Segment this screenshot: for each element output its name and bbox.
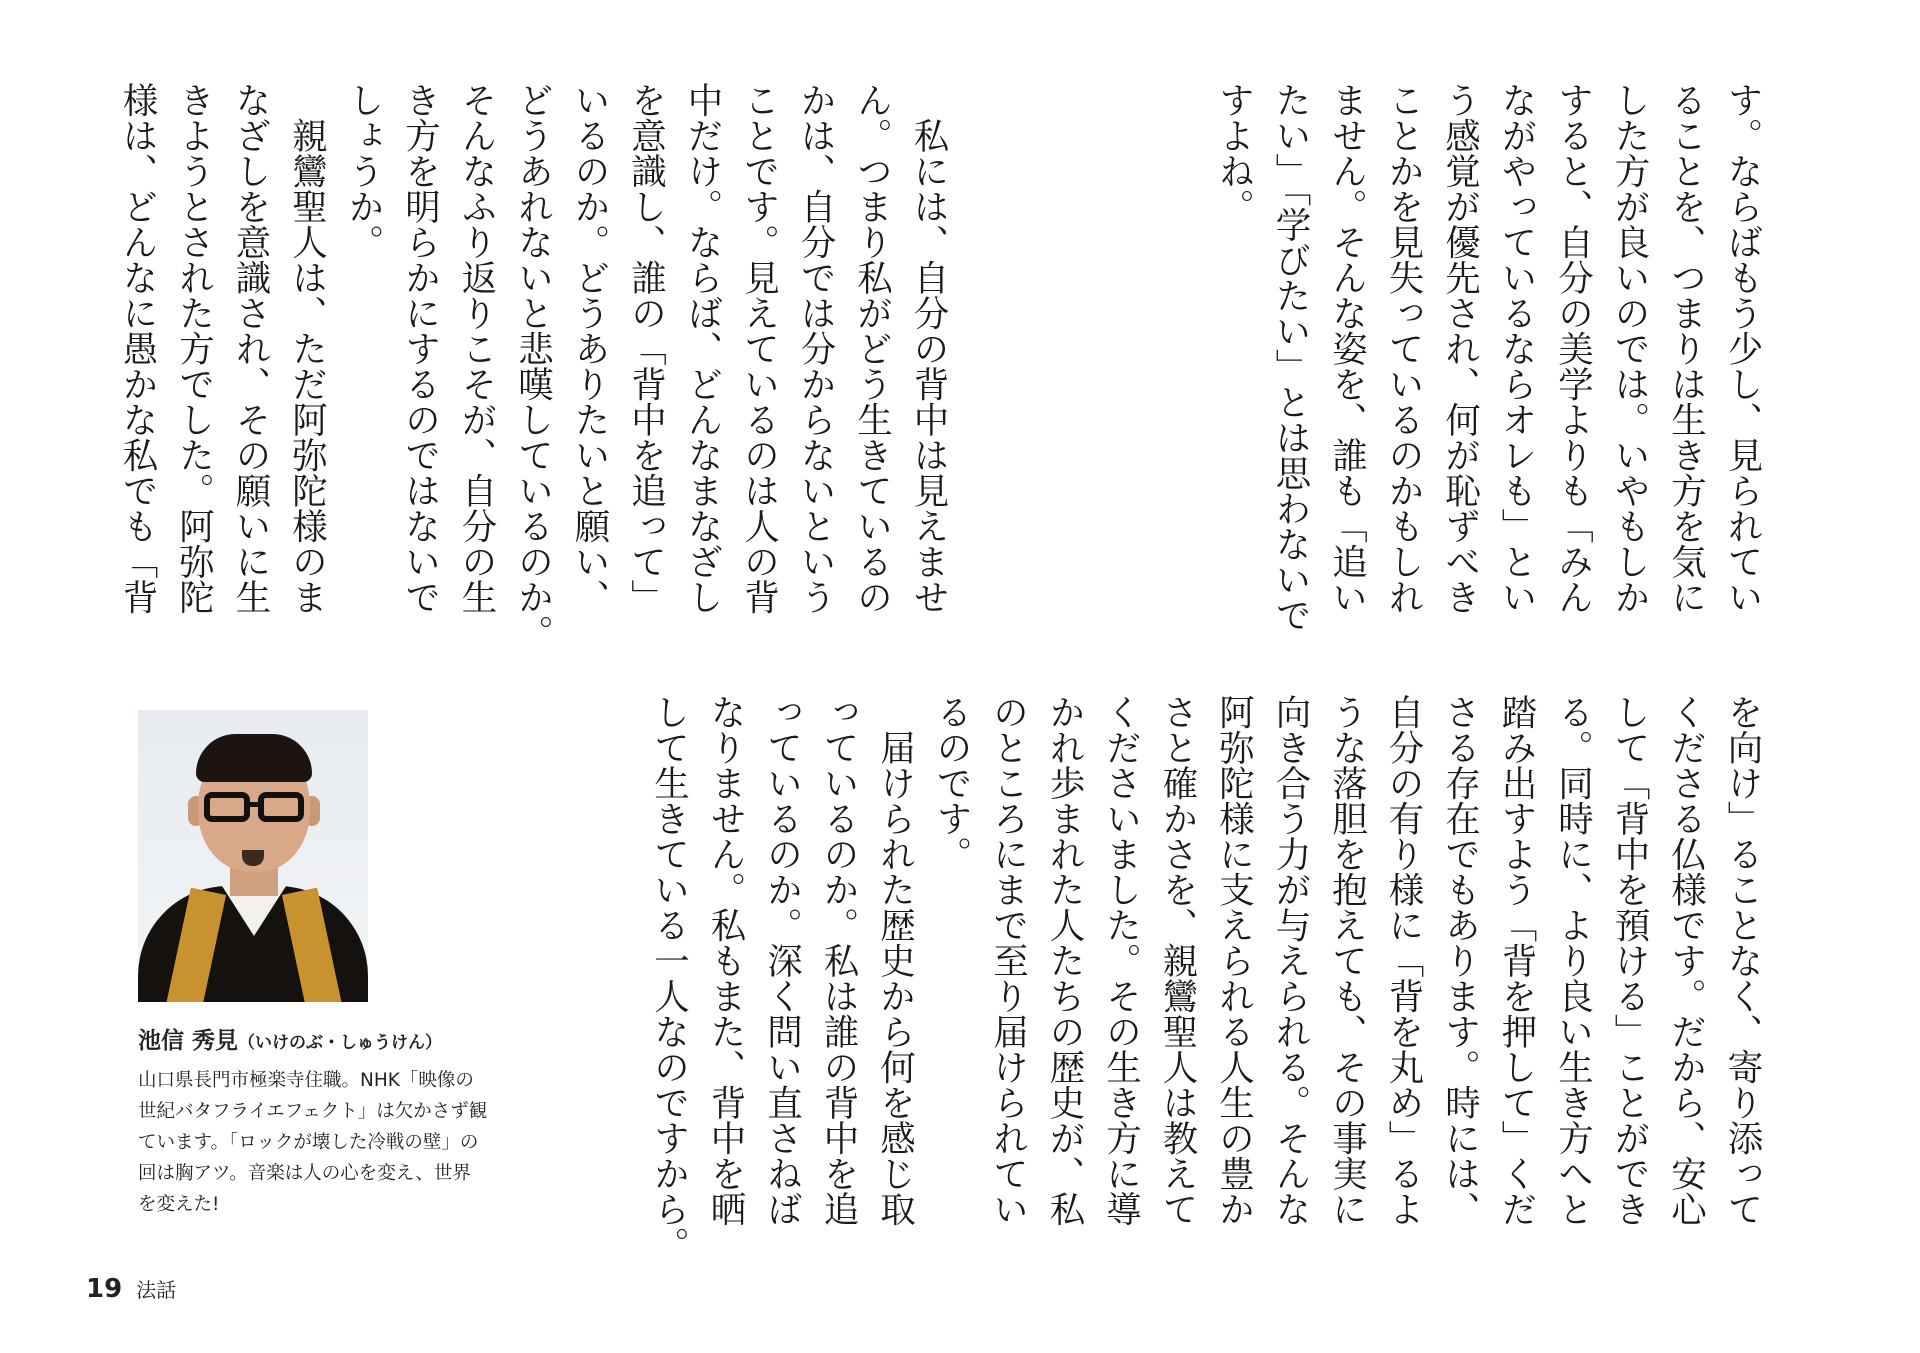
text-line: を意識し、誰の「背中を追って」 xyxy=(625,82,667,615)
article-body-upper-left xyxy=(117,82,956,650)
text-line: き方を明らかにするのではないで xyxy=(399,82,441,615)
text-line: すると、自分の美学よりも「みん xyxy=(1552,82,1594,615)
page-footer xyxy=(86,1274,176,1304)
text-line: ん。つまり私がどう生きているの xyxy=(851,82,893,615)
text-line: 届けられた歴史から何を感じ取 xyxy=(874,694,916,1227)
text-line: たい」「学びたい」とは思わないで xyxy=(1270,82,1311,633)
text-line: うな落胆を抱えても、その事実に xyxy=(1326,694,1368,1227)
photo-glasses-left xyxy=(204,792,250,822)
text-line: いるのか。どうありたいと願い、 xyxy=(569,82,610,615)
text-line: 自分の有り様に「背を丸め」るよ xyxy=(1383,694,1424,1227)
text-line: を向け」ることなく、寄り添って xyxy=(1722,694,1763,1227)
text-line: ことです。見えているのは人の背 xyxy=(738,82,780,615)
text-line: ことかを見失っているのかもしれ xyxy=(1383,82,1424,615)
photo-glasses-bridge xyxy=(248,802,260,807)
author-bio: 山口県長門市極楽寺住職。NHK「映像の世紀バタフライエフェクト」は欠かさず観ています。「ロックが壊した冷戦の壁」の回は胸アツ。音楽は人の心を変え、世界を変えた! xyxy=(138,1070,488,1215)
text-line: 様は、どんなに愚かな私でも「背 xyxy=(117,82,158,615)
photo-hair xyxy=(196,734,312,782)
text-line: して「背中を預ける」ことができ xyxy=(1609,694,1650,1227)
text-line: さと確かさを、親鸞聖人は教えて xyxy=(1157,694,1198,1227)
section-heading xyxy=(994,88,1118,528)
text-line: した方が良いのでは。いやもしか xyxy=(1609,82,1650,615)
article-body-lower xyxy=(634,694,1770,1262)
text-line: ながやっているならオレも」とい xyxy=(1496,82,1537,615)
article-body-upper-right xyxy=(1200,82,1770,642)
text-line: ることを、つまりは生き方を気に xyxy=(1665,82,1707,615)
text-line: っているのか。私は誰の背中を追 xyxy=(818,694,859,1227)
author-name: 池信 秀見 xyxy=(138,1028,239,1054)
text-line: るのです。 xyxy=(931,694,972,872)
text-line: して生きている一人なのですから。 xyxy=(648,694,690,1262)
text-line: かれ歩まれた人たちの歴史が、私 xyxy=(1044,694,1085,1227)
text-line: っているのか。深く問い直さねば xyxy=(761,694,803,1227)
text-line: す。ならばもう少し、見られてい xyxy=(1722,82,1763,615)
text-line: くださる仏様です。だから、安心 xyxy=(1665,694,1707,1227)
text-line: 親鸞聖人は、ただ阿弥陀様のま xyxy=(286,82,328,615)
text-line: 踏み出すよう「背を押して」くだ xyxy=(1496,694,1537,1227)
text-line: う感覚が優先され、何が恥ずべき xyxy=(1439,82,1481,615)
text-line: 中だけ。ならば、どんなまなざし xyxy=(682,82,723,615)
text-line: 阿弥陀様に支えられる人生の豊か xyxy=(1213,694,1255,1227)
section-name: 法話 xyxy=(136,1278,177,1302)
text-line: さる存在でもあります。時には、 xyxy=(1439,694,1481,1227)
photo-glasses-right xyxy=(258,792,304,822)
text-line: かは、自分では分からないという xyxy=(795,82,836,615)
author-caption xyxy=(138,1022,488,1220)
page-number: 19 xyxy=(86,1274,123,1304)
text-line: なりません。私もまた、背中を晒 xyxy=(705,694,746,1227)
author-reading: （いけのぶ・しゅうけん） xyxy=(238,1033,443,1053)
text-line: しょうか。 xyxy=(343,82,384,260)
text-line: きようとされた方でした。阿弥陀 xyxy=(173,82,215,615)
text-line: 私には、自分の背中は見えませ xyxy=(908,82,949,615)
text-line: のところにまで至り届けられてい xyxy=(987,694,1029,1227)
author-photo xyxy=(138,710,368,1002)
text-line: どうあれないと悲嘆しているのか。 xyxy=(512,82,554,650)
text-line: すよね。 xyxy=(1213,82,1255,224)
text-line: なざしを意識され、その願いに生 xyxy=(230,82,271,615)
author-name-line xyxy=(138,1022,488,1055)
text-line: ません。そんな姿を、誰も「追い xyxy=(1326,82,1368,615)
text-line: くださいました。その生き方に導 xyxy=(1100,694,1142,1227)
text-line: そんなふり返りこそが、自分の生 xyxy=(456,82,497,615)
text-line: る。同時に、より良い生き方へと xyxy=(1552,694,1594,1227)
text-line: 向き合う力が与えられる。そんな xyxy=(1270,694,1311,1227)
